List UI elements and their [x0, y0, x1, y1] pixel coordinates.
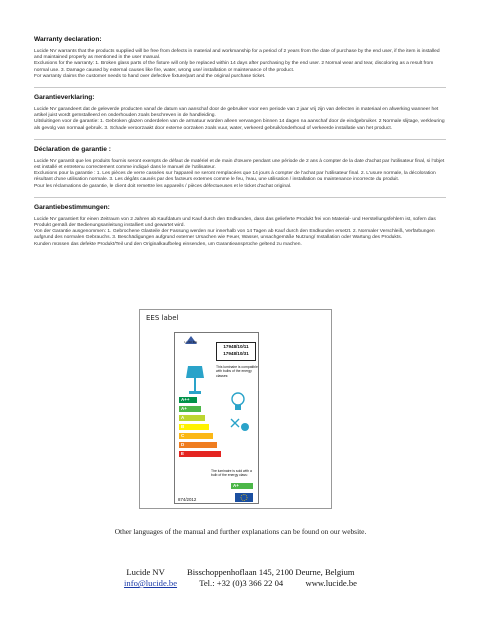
paragraph: Uitsluitingen voor de garantie: 1. Gebroken glazen onderdelen van de armatuur worden alleen vervangen binnen 14 dagen na aanschaf door de eindgebruiker. 2 Normale slijtage, verkleuring als gevolg van normaal gebruik. 3. Schade veroorzaakt door externe oorzaken zoals vuur, water, verkeerd gebruik/onderhoud of verkeerde installatie van het product.	[34, 119, 445, 131]
paragraph: Lucide NV garandeert dat de geleverde producten vanaf de datum van aanschaf door de gebruiker voor een periode van 2 jaar vrij zijn van defecten in materiaal en afwerking wanneer het artikel juist wordt geïnstalleerd en onderhouden zoals beschreven in de handleiding.	[34, 107, 439, 119]
lamp-icon	[185, 365, 205, 395]
brand-name: LUCIDE	[184, 340, 198, 344]
energy-class-bar: A	[179, 415, 205, 421]
paragraph: Lucide NV garantiert für einen Zeitraum von 2 Jahren ab Kaufdatum und Kauf durch den Endkunden, dass das gelieferte Produkt frei von Material- und Herstellungsfehlern ist, sofern das Produkt gemäß der Bedienungsanleitung installiert und gewartet wird.	[34, 216, 436, 229]
warranty-content	[34, 36, 446, 255]
ees-label-frame	[139, 309, 332, 509]
section-title: Déclaration de garantie :	[34, 145, 111, 153]
energy-class-bar: A++	[179, 397, 197, 403]
paragraph: Exclusions for the warranty: 1. Broken glass parts of the fixture will only be replaced within 14 days after purchasing by the end user. 2 Normal wear and tear, discoloring as a result from normal use. 3. Damage caused by external causes like fire, water, wrong use/ installation or maintenance of the product.	[34, 61, 434, 73]
compatible-text: This luminaire is compatible with bulbs of the energy classes:	[216, 365, 258, 378]
paragraph: Lucide NV garantit que les produits fournis seront exempts de défaut de matériel et de main d'œuvre pendant une période de 2 ans à compter de la date d'achat par l'utilisateur final, si l'objet est installé et entretenu correctement comme indiqué dans le manuel de l'utilisateur.	[34, 158, 445, 171]
eu-flag-icon	[235, 493, 253, 502]
energy-class-bar: B	[179, 424, 209, 430]
paragraph: Von der Garantie ausgenommen: 1. Gebrochene Glasteile der Fassung werden nur innerhalb von 14 Tagen ab Kauf durch den Endkunden ersetzt. 2. Normaler Verschleiß, Verfärbungen aufgrund des normalen Gebrauchs. 3. Beschädigungen aufgrund externer Ursachen wie Feuer, Wasser, unsachgemäße Nutzung/ Installation oder Wartung des Produkts.	[34, 229, 435, 241]
section-title: Warranty declaration:	[34, 36, 102, 43]
energy-class-bar: E	[179, 451, 221, 457]
website-footnote: Other languages of the manual and further explanations can be found on our website.	[114, 527, 367, 536]
divider	[34, 87, 446, 88]
regulation-number: 874/2012	[178, 497, 197, 502]
paragraph: Kunden müssen das defekte Produkt/Teil und den Originalkaufbeleg einsenden, um Garantieansprüche geltend zu machen.	[34, 241, 302, 247]
footer-line-1	[0, 567, 481, 578]
section-body	[34, 107, 446, 132]
email-link[interactable]: info@lucide.be	[124, 578, 178, 588]
divider	[34, 197, 446, 198]
company-name: Lucide NV	[126, 567, 165, 577]
energy-class-bar: A+	[179, 406, 201, 412]
sold-with-text: The luminaire is sold with a bulb of the energy class:	[211, 469, 252, 478]
bulb-icon	[227, 391, 249, 413]
section-title: Garantieverklaring:	[34, 94, 95, 102]
energy-label	[174, 332, 259, 504]
sold-energy-class: A+	[231, 483, 253, 489]
paragraph: For warranty claims the customer needs to hand over defective fixture/part and the original purchase ticket.	[34, 73, 266, 79]
section-english	[34, 36, 446, 80]
website-link[interactable]: www.lucide.be	[305, 578, 357, 588]
paragraph: Pour les réclamations de garantie, le client doit remettre les appareils / pièces défectueuses et le ticket d'achat original.	[34, 183, 292, 189]
phone-number: Tel.: +32 (0)3 366 22 04	[199, 578, 284, 588]
model-numbers	[216, 342, 256, 361]
section-french	[34, 146, 446, 190]
company-address: Bisschoppenhoflaan 145, 2100 Deurne, Belgium	[187, 567, 355, 577]
ees-label-title: EES label	[146, 314, 179, 322]
model-number: 17948/10/11	[223, 344, 249, 349]
company-footer	[0, 567, 481, 589]
paragraph: Lucide NV warrants that the products supplied will be free from defects in material and workmanship for a period of 2 years from the date of purchase by the end user, if the item is installed and maintained properly as mentioned in the user manual.	[34, 49, 440, 61]
section-german	[34, 204, 446, 248]
section-body	[34, 217, 446, 248]
footer-line-2	[0, 578, 481, 589]
energy-class-bar: D	[179, 442, 217, 448]
energy-class-bar: C	[179, 433, 213, 439]
section-dutch	[34, 94, 446, 132]
section-body	[34, 159, 446, 190]
section-body	[34, 49, 446, 80]
model-number: 17948/10/31	[223, 350, 249, 356]
divider	[34, 139, 446, 140]
paragraph: Exclusions pour la garantie : 1. Les pièces de verre cassées sur l'appareil ne seront remplacées que 14 jours à compter de l'achat par l'utilisateur final. 2. L'usure normale, la décoloration résultant d'une utilisation normale. 3. Les dégâts causés par des facteurs externes comme le feu, l'eau, une utilisation / installation ou maintenance incorrecte du produit.	[34, 171, 436, 183]
section-title: Garantiebestimmungen:	[34, 203, 110, 211]
led-bulb-icon	[229, 417, 251, 435]
